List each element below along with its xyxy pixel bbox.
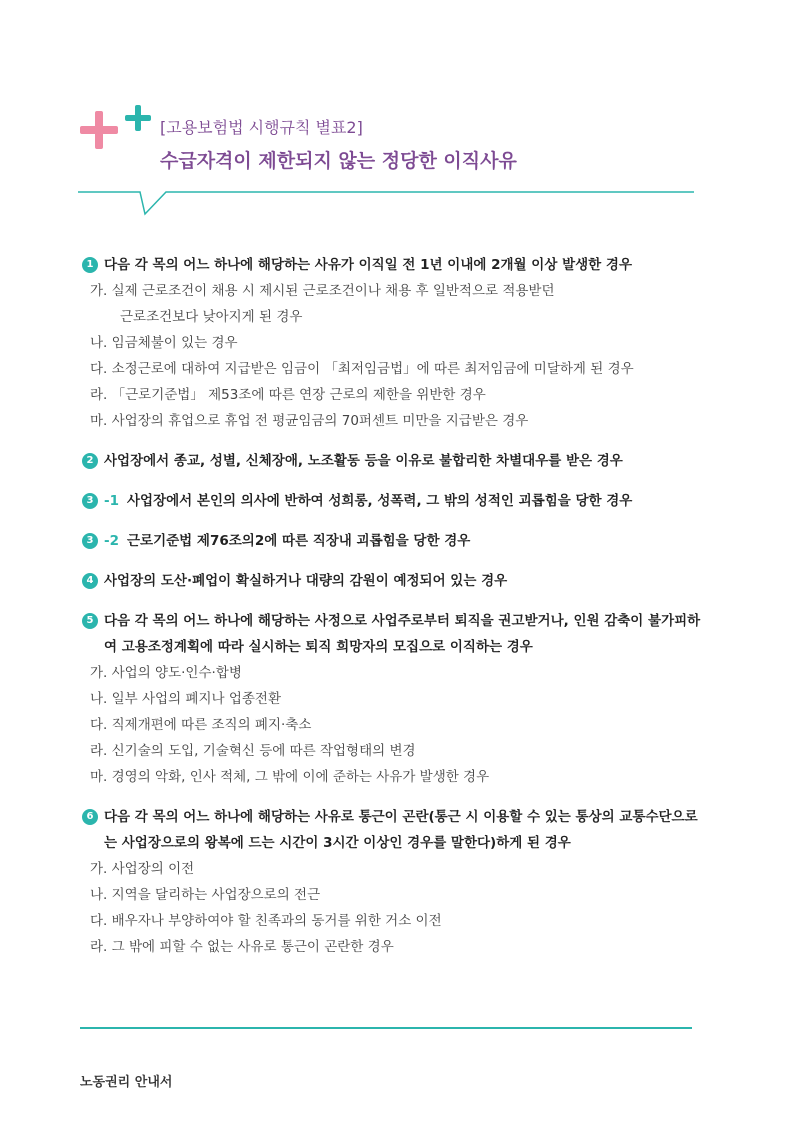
number-badge: 1 xyxy=(82,257,98,273)
number-badge: 2 xyxy=(82,453,98,469)
sub-item: 다. 소정근로에 대하여 지급받은 임금이 「최저임금법」에 따른 최저임금에 미달하게 된 경우 xyxy=(90,361,634,377)
plus-teal-icon xyxy=(125,105,151,131)
item-text: 사업장의 도산·폐업이 확실하거나 대량의 감원이 예정되어 있는 경우 xyxy=(104,573,508,589)
bottom-divider xyxy=(80,1027,692,1029)
page-title: 수급자격이 제한되지 않는 정당한 이직사유 xyxy=(160,150,517,172)
sub-item: 가. 사업의 양도·인수·합병 xyxy=(90,665,242,681)
sub-item: 다. 직제개편에 따른 조직의 폐지·축소 xyxy=(90,717,312,733)
list-item xyxy=(82,448,702,474)
sub-item xyxy=(82,278,702,330)
sub-item-text-cont: 근로조건보다 낮아지게 된 경우 xyxy=(120,309,303,325)
number-badge: 6 xyxy=(82,809,98,825)
sub-item: 마. 경영의 악화, 인사 적체, 그 밖에 이에 준하는 사유가 발생한 경우 xyxy=(90,769,490,785)
item-text: 다음 각 목의 어느 하나에 해당하는 사정으로 사업주로부터 퇴직을 권고받거나, 인원 감축이 불가피하여 고용조정계획에 따라 실시하는 퇴직 희망자의 모집으로 이직하는 경우 xyxy=(104,613,701,655)
item-text: 사업장에서 종교, 성별, 신체장애, 노조활동 등을 이유로 불합리한 차별대우를 받은 경우 xyxy=(104,453,623,469)
sub-item: 마. 사업장의 휴업으로 휴업 전 평균임금의 70퍼센트 미만을 지급받은 경우 xyxy=(90,413,529,429)
sub-item: 라. 「근로기준법」 제53조에 따른 연장 근로의 제한을 위반한 경우 xyxy=(90,387,486,403)
reason-list xyxy=(82,252,702,974)
page-subtitle: [고용보험법 시행규칙 별표2] xyxy=(160,118,363,137)
footer-label: 노동권리 안내서 xyxy=(80,1075,173,1090)
sub-item: 라. 그 밖에 피할 수 없는 사유로 통근이 곤란한 경우 xyxy=(90,939,394,955)
list-item xyxy=(82,804,702,960)
number-badge: 3 xyxy=(82,533,98,549)
sub-item: 가. 사업장의 이전 xyxy=(90,861,195,877)
sub-item: 나. 지역을 달리하는 사업장으로의 전근 xyxy=(90,887,321,903)
sub-item: 나. 임금체불이 있는 경우 xyxy=(90,335,238,351)
number-badge: 3 xyxy=(82,493,98,509)
item-text: 사업장에서 본인의 의사에 반하여 성희롱, 성폭력, 그 밖의 성적인 괴롭힘을 당한 경우 xyxy=(127,493,633,509)
sub-item: 라. 신기술의 도입, 기술혁신 등에 따른 작업형태의 변경 xyxy=(90,743,416,759)
number-suffix: -2 xyxy=(104,533,119,549)
header-icons xyxy=(80,105,160,160)
number-suffix: -1 xyxy=(104,493,119,509)
item-text: 근로기준법 제76조의2에 따른 직장내 괴롭힘을 당한 경우 xyxy=(127,533,471,549)
plus-pink-icon xyxy=(80,111,118,149)
sub-item: 다. 배우자나 부양하여야 할 친족과의 동거를 위한 거소 이전 xyxy=(90,913,442,929)
number-badge: 4 xyxy=(82,573,98,589)
item-text: 다음 각 목의 어느 하나에 해당하는 사유가 이직일 전 1년 이내에 2개월 이상 발생한 경우 xyxy=(104,257,632,273)
callout-divider xyxy=(78,190,696,220)
sub-item: 나. 일부 사업의 폐지나 업종전환 xyxy=(90,691,281,707)
list-item xyxy=(82,252,702,434)
list-item xyxy=(82,568,702,594)
sub-item-text: 가. 실제 근로조건이 채용 시 제시된 근로조건이나 채용 후 일반적으로 적용받던 xyxy=(90,283,555,299)
list-item xyxy=(82,608,702,790)
list-item xyxy=(82,488,702,514)
item-text: 다음 각 목의 어느 하나에 해당하는 사유로 통근이 곤란(통근 시 이용할 수 있는 통상의 교통수단으로는 사업장으로의 왕복에 드는 시간이 3시간 이상인 경우를 말한다)하게 된 경우 xyxy=(104,809,698,851)
number-badge: 5 xyxy=(82,613,98,629)
list-item xyxy=(82,528,702,554)
